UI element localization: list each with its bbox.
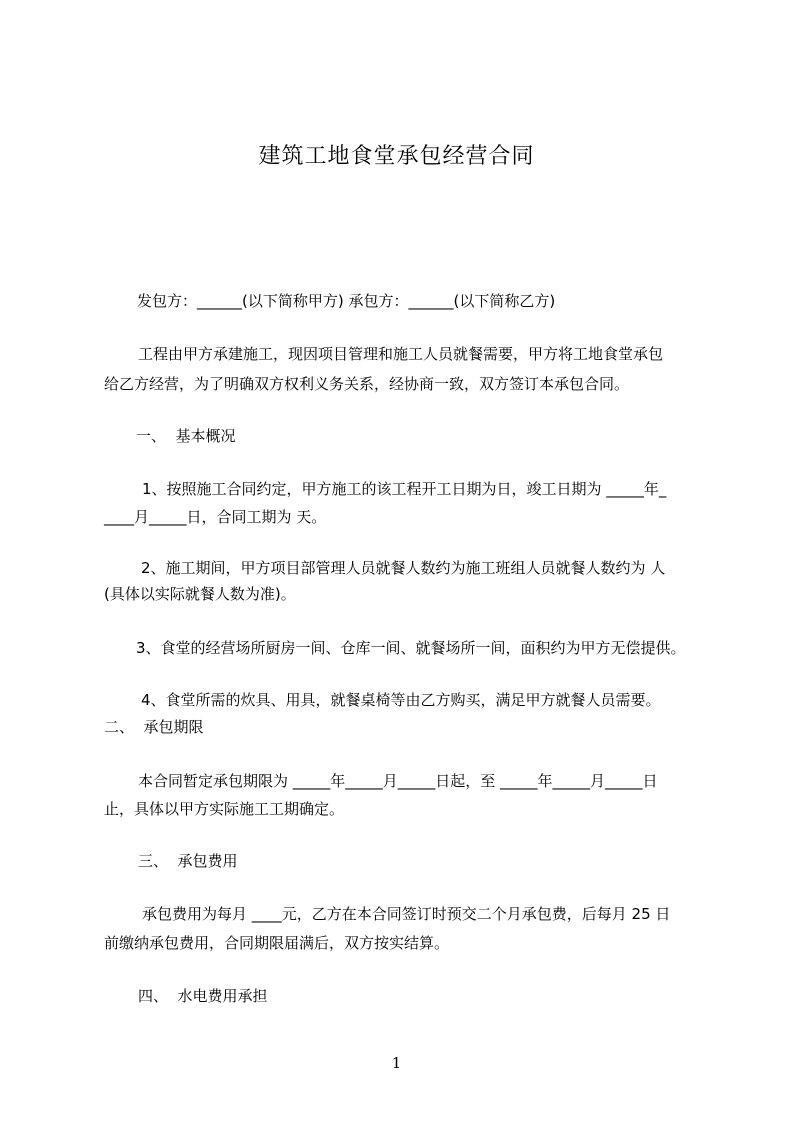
document-title: 建筑工地食堂承包经营合同 bbox=[258, 144, 535, 169]
section-1-item-2-line-1: 2、施工期间，甲方项目部管理人员就餐人数约为施工班组人员就餐人数约为 人 bbox=[141, 559, 666, 577]
intro-line-2: 给乙方经营，为了明确双方权利义务关系，经协商一致，双方签订本承包合同。 bbox=[104, 375, 630, 393]
section-2-heading: 二、 承包期限 bbox=[104, 718, 204, 736]
intro-line-1: 工程由甲方承建施工，现因项目管理和施工人员就餐需要，甲方将工地食堂承包 bbox=[138, 345, 664, 363]
section-3-line-1: 承包费用为每月 ____元，乙方在本合同签订时预交二个月承包费，后每月 25 日 bbox=[142, 905, 671, 923]
section-1-item-3: 3、食堂的经营场所厨房一间、仓库一间、就餐场所一间，面积约为甲方无偿提供。 bbox=[136, 639, 686, 657]
section-3-heading: 三、 承包费用 bbox=[138, 852, 238, 870]
section-1-item-4: 4、食堂所需的炊具、用具，就餐桌椅等由乙方购买，满足甲方就餐人员需要。 bbox=[141, 691, 661, 709]
section-2-line-1: 本合同暂定承包期限为 _____年_____月_____日起，至 _____年_____月_____日 bbox=[138, 772, 658, 790]
section-1-item-2-line-2: (具体以实际就餐人数为准)。 bbox=[104, 585, 296, 603]
section-1-item-1-line-2: ____月_____日，合同工期为 天。 bbox=[104, 508, 327, 526]
section-2-line-2: 止，具体以甲方实际施工工期确定。 bbox=[104, 800, 345, 818]
section-3-line-2: 前缴纳承包费用，合同期限届满后，双方按实结算。 bbox=[104, 934, 450, 952]
section-1-item-1-line-1: 1、按照施工合同约定，甲方施工的该工程开工日期为日，竣工日期为 _____年_ bbox=[142, 480, 667, 498]
parties-line: 发包方：______(以下简称甲方) 承包方：______(以下简称乙方) bbox=[137, 292, 556, 310]
section-4-heading: 四、 水电费用承担 bbox=[138, 987, 268, 1005]
page-number: 1 bbox=[391, 1054, 402, 1072]
section-1-heading: 一、 基本概况 bbox=[136, 427, 236, 445]
